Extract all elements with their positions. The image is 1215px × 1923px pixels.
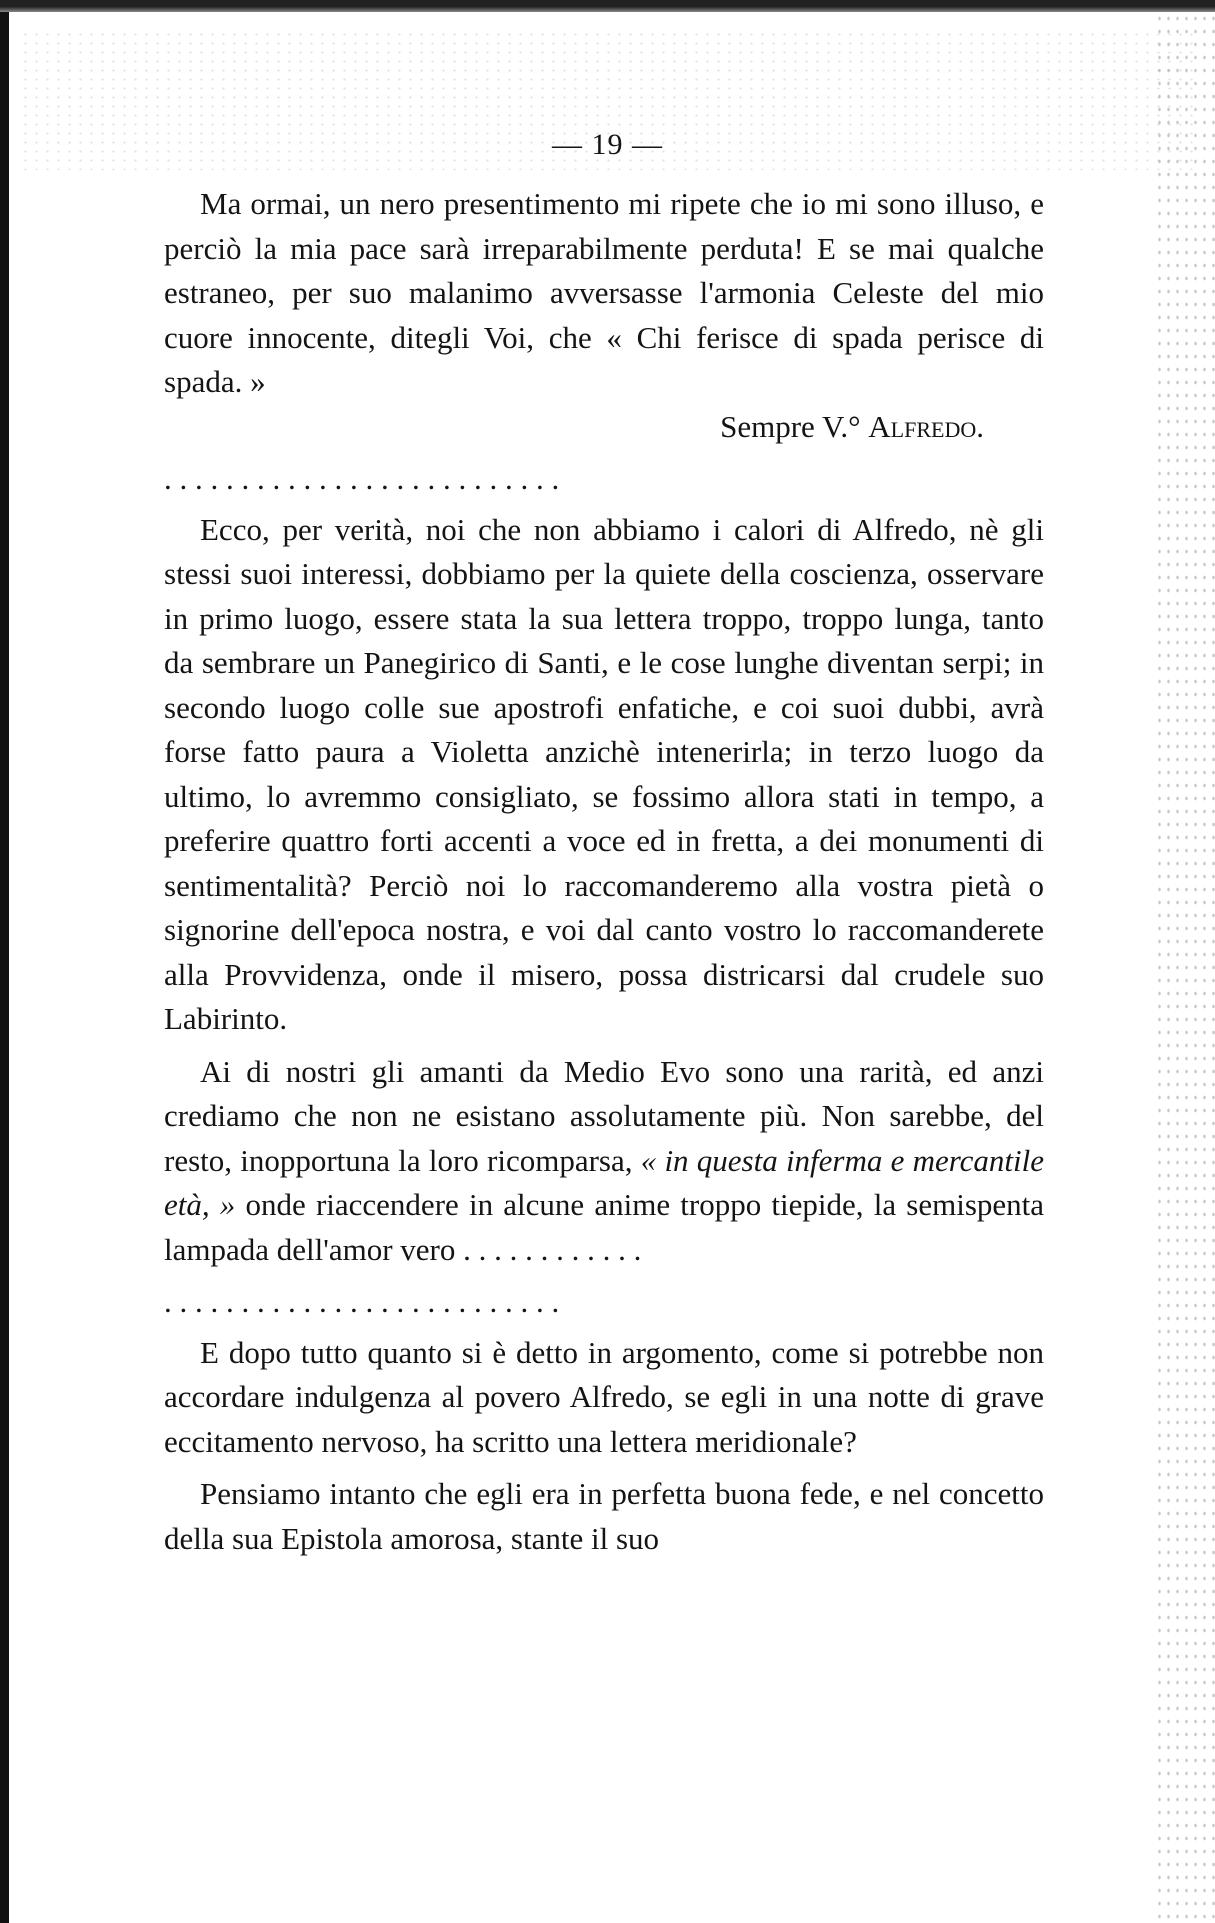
page-number: — 19 —	[552, 128, 663, 161]
signature-name: Alfredo.	[868, 408, 984, 444]
commentary-paragraph-4: Pensiamo intanto che egli era in perfetta buona fede, e nel concetto della sua Epistola amorosa, stante il suo	[164, 1476, 1044, 1556]
letter-paragraph: Ma ormai, un nero presentimento mi ripete che io mi sono illuso, e perciò la mia pace sarà irreparabilmente perduta! E se mai qualche estraneo, per suo malanimo avversasse l'armonia Celeste del mio cuore innocente, ditegli Voi, che « Chi ferisce di spada perisce di spada. »	[164, 186, 1044, 399]
p2-start: Ai di nostri gli amanti da Medio Evo sono una rarità, ed anzi crediamo che non ne esistano assolutamente più. Non sarebbe, del resto, inopportuna la loro ricomparsa,	[164, 1053, 1044, 1178]
dot-separator-1: . . . . . . . . . . . . . . . . . . . . . . . . . .	[164, 461, 560, 496]
p2-trailing-dots: . . . . . . . . . . . .	[463, 1231, 642, 1267]
p2-end: onde riaccendere in alcune anime troppo tiepide, la semispenta lampada dell'amor vero	[164, 1187, 1045, 1267]
signature	[164, 405, 1044, 450]
paper-speckle-right	[1155, 12, 1215, 1923]
scan-border-top	[0, 0, 1215, 12]
dot-separator-2: . . . . . . . . . . . . . . . . . . . . . . . . . .	[164, 1284, 560, 1319]
scan-border-left	[0, 0, 9, 1923]
p2-italic-quote: « in questa inferma e mercantile età, »	[164, 1142, 1044, 1222]
commentary-paragraph-1: Ecco, per verità, noi che non abbiamo i calori di Alfredo, nè gli stessi suoi interessi, dobbiamo per la quiete della coscienza, osservare in primo luogo, essere stata la sua lettera troppo, troppo lunga, tanto da sembrare un Panegirico di Santi, e le cose lunghe diventan serpi; in secondo luogo colle sue apostrofi enfatiche, e coi suoi dubbi, avrà forse fatto paura a Violetta anzichè intenerirla; in terzo luogo da ultimo, lo avremmo consigliato, se fossimo allora stati in tempo, a preferire quattro forti accenti a voce ed in fretta, a dei monumenti di sentimentalità? Perciò noi lo raccomanderemo alla vostra pietà o signorine dell'epoca nostra, e voi dal canto vostro lo raccomanderete alla Provvidenza, onde il misero, possa districarsi dal crudele suo Labirinto.	[164, 511, 1044, 1036]
signature-prefix: Sempre V.°	[720, 408, 861, 444]
commentary-paragraph-3: E dopo tutto quanto si è detto in argomento, come si potrebbe non accordare indulgenza al povero Alfredo, se egli in una notte di grave eccitamento nervoso, ha scritto una lettera meridionale?	[164, 1334, 1044, 1459]
commentary-paragraph-2	[164, 1050, 1044, 1273]
text-column	[164, 182, 1044, 1561]
